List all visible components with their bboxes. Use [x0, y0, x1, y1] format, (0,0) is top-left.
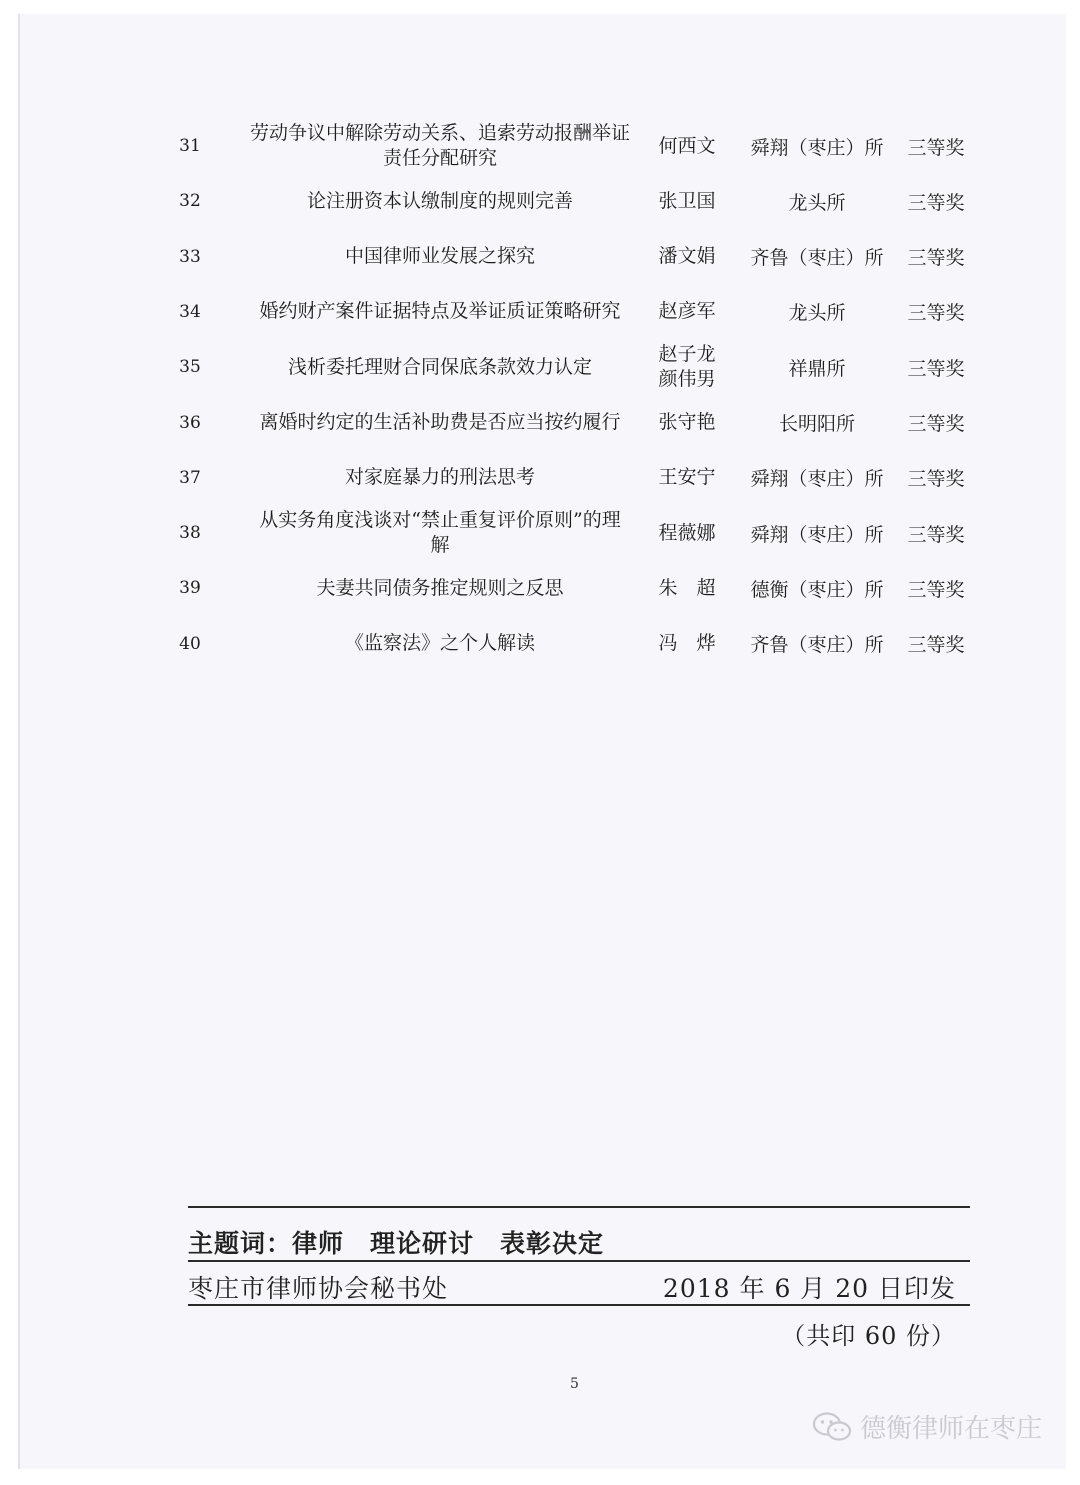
paper-title-line: 论注册资本认缴制度的规则完善: [306, 189, 573, 212]
author: [632, 618, 742, 670]
author-name: 何西文: [658, 134, 716, 157]
award-level: 三等奖: [907, 468, 965, 491]
award-level: 三等奖: [907, 302, 965, 325]
paper-title-line: 对家庭暴力的刑法思考: [344, 466, 535, 489]
issue-date: 2018 年 6 月 20 日印发: [662, 1274, 956, 1303]
award-level: 三等奖: [907, 634, 965, 657]
author: [632, 120, 742, 172]
paper-title: [220, 562, 660, 614]
paper-title-line: 《监察法》之个人解读: [344, 632, 535, 655]
author-name: 颜伟男: [658, 368, 716, 391]
law-firm: 舜翔（枣庄）所: [750, 468, 884, 491]
author: [632, 175, 742, 227]
author-name: 潘文娟: [658, 245, 716, 268]
award-level: 三等奖: [907, 136, 965, 159]
paper-title: [220, 341, 660, 393]
row-number: 36: [179, 412, 201, 433]
author-name: 冯 烨: [658, 632, 716, 655]
row-number: 37: [179, 467, 201, 488]
author: [632, 397, 742, 449]
award-level: 三等奖: [907, 247, 965, 270]
paper-title-line: 婚约财产案件证据特点及举证质证策略研究: [259, 300, 621, 323]
table-row: [20, 452, 1066, 504]
issuer: 枣庄市律师协会秘书处: [188, 1274, 449, 1303]
row-number: 32: [179, 191, 201, 212]
paper-title: [220, 120, 660, 172]
table-row: [20, 231, 1066, 283]
law-firm: 龙头所: [788, 302, 846, 325]
row-number: 34: [179, 301, 201, 322]
author: [632, 452, 742, 504]
paper-title-line: 夫妻共同债务推定规则之反思: [316, 576, 564, 599]
paper-title: [220, 452, 660, 504]
author-name: 程薇娜: [658, 521, 716, 544]
author-name: 张守艳: [658, 411, 716, 433]
law-firm: 齐鲁（枣庄）所: [750, 634, 884, 657]
table-row: [20, 286, 1066, 338]
author: [632, 562, 742, 614]
paper-title-line: 劳动争议中解除劳动关系、追索劳动报酬举证: [249, 122, 630, 144]
paper-title-line: 浅析委托理财合同保底条款效力认定: [287, 355, 592, 378]
award-level: 三等奖: [907, 413, 965, 435]
author-name: 赵彦军: [658, 300, 716, 323]
keywords-line: 主题词：律师 理论研讨 表彰决定: [188, 1229, 605, 1258]
footer-rule-top: [188, 1206, 970, 1208]
table-row: [20, 120, 1066, 172]
paper-title-line: 责任分配研究: [382, 147, 497, 169]
author: [632, 286, 742, 338]
law-firm: 德衡（枣庄）所: [750, 578, 884, 601]
author-name: 赵子龙: [658, 343, 716, 366]
law-firm: 舜翔（枣庄）所: [750, 523, 884, 546]
row-number: 39: [179, 578, 201, 599]
document-page: [18, 14, 1066, 1469]
law-firm: 长明阳所: [778, 413, 855, 435]
law-firm: 龙头所: [788, 191, 846, 214]
row-number: 40: [179, 633, 201, 654]
paper-title-line: 中国律师业发展之探究: [344, 245, 535, 268]
paper-title: [220, 618, 660, 670]
law-firm: 祥鼎所: [788, 357, 846, 380]
author-name: 王安宁: [658, 466, 716, 489]
footer-rule-middle: [188, 1260, 970, 1262]
paper-title: [220, 286, 660, 338]
paper-title: [220, 507, 660, 559]
paper-title-line: 从实务角度浅谈对“禁止重复评价原则”的理: [259, 509, 621, 532]
row-number: 33: [179, 246, 201, 267]
paper-title-line: 解: [430, 534, 450, 557]
award-level: 三等奖: [907, 191, 965, 214]
print-copies: （共印 60 份）: [781, 1322, 956, 1350]
table-row: [20, 507, 1066, 559]
author: [632, 507, 742, 559]
paper-title-line: 离婚时约定的生活补助费是否应当按约履行: [259, 411, 621, 433]
paper-title: [220, 175, 660, 227]
law-firm: 齐鲁（枣庄）所: [750, 247, 884, 270]
award-level: 三等奖: [907, 578, 965, 601]
law-firm: 舜翔（枣庄）所: [750, 136, 884, 159]
footer-rule-bottom: [188, 1304, 970, 1306]
row-number: 31: [179, 136, 201, 156]
author: [632, 341, 742, 393]
award-level: 三等奖: [907, 357, 965, 380]
table-row: [20, 618, 1066, 670]
table-row: [20, 175, 1066, 227]
table-row: [20, 397, 1066, 449]
paper-title: [220, 231, 660, 283]
row-number: 38: [179, 523, 201, 544]
watermark-text: 德衡律师在枣庄: [859, 1414, 1042, 1444]
row-number: 35: [179, 357, 201, 378]
table-row: [20, 562, 1066, 614]
page-number: 5: [570, 1376, 579, 1392]
award-level: 三等奖: [907, 523, 965, 546]
watermark: [812, 1408, 1042, 1445]
paper-title: [220, 397, 660, 449]
wechat-icon: [812, 1411, 852, 1443]
author-name: 张卫国: [658, 189, 716, 212]
table-row: [20, 341, 1066, 393]
author: [632, 231, 742, 283]
author-name: 朱 超: [658, 576, 716, 599]
